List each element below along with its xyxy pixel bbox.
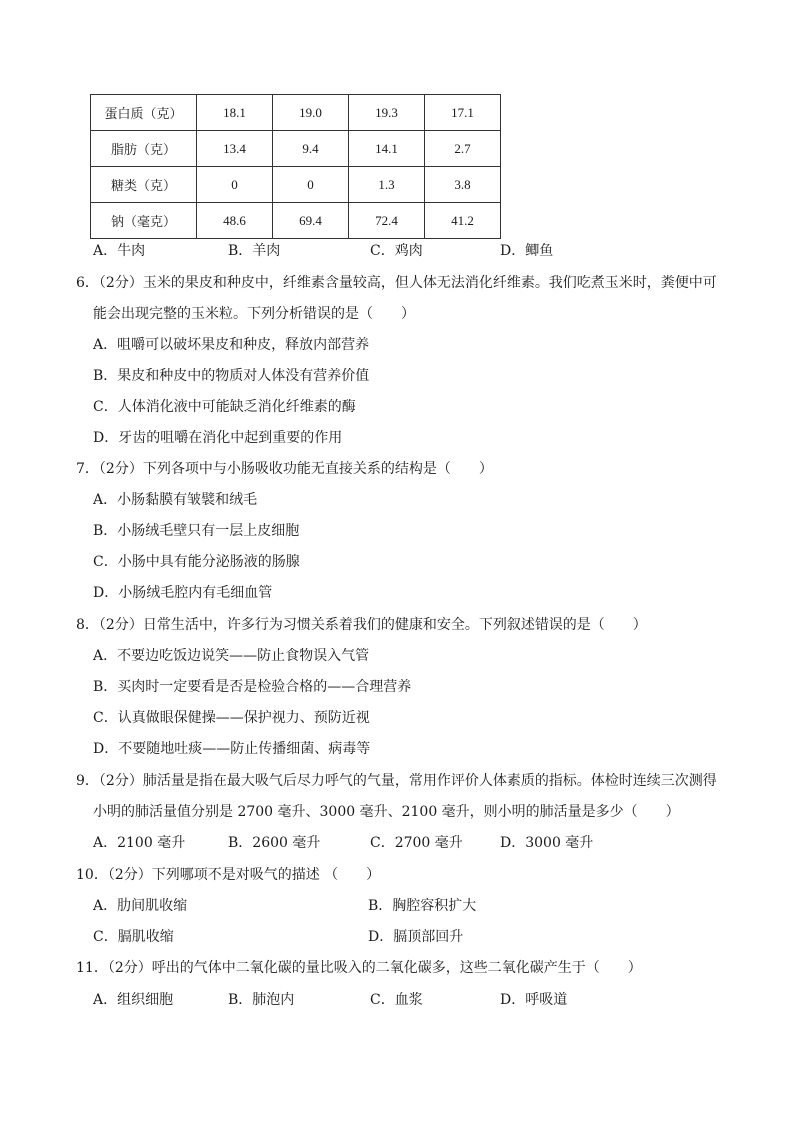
q8-option-d: D．不要随地吐痰——防止传播细菌、病毒等 bbox=[93, 741, 371, 757]
table-cell: 9.4 bbox=[273, 131, 349, 167]
table-cell: 2.7 bbox=[425, 131, 501, 167]
row-label: 蛋白质（克） bbox=[91, 95, 197, 131]
q5-option-b: B．羊肉 bbox=[228, 243, 281, 259]
q9-option-a: A．2100 毫升 bbox=[93, 835, 186, 851]
table-cell: 48.6 bbox=[197, 203, 273, 239]
table-cell: 0 bbox=[197, 167, 273, 203]
table-cell: 1.3 bbox=[349, 167, 425, 203]
q11-option-c: C．血浆 bbox=[370, 992, 423, 1008]
q10-option-b: B．胸腔容积扩大 bbox=[368, 898, 477, 914]
q5-option-d: D．鲫鱼 bbox=[500, 243, 554, 259]
q8-option-b: B．买肉时一定要看是否是检验合格的——合理营养 bbox=[93, 679, 412, 695]
table-cell: 3.8 bbox=[425, 167, 501, 203]
table-cell: 18.1 bbox=[197, 95, 273, 131]
nutrition-table bbox=[90, 94, 501, 239]
q9-stem-line1: 9．（2分）肺活量是指在最大吸气后尽力呼气的气量，常用作评价人体素质的指标。体检时连续三次测得 bbox=[76, 773, 717, 789]
q10-stem: 10．（2分）下列哪项不是对吸气的描述 （ ） bbox=[76, 867, 381, 883]
q6-option-c: C．人体消化液中可能缺乏消化纤维素的酶 bbox=[93, 399, 356, 415]
table-cell: 19.3 bbox=[349, 95, 425, 131]
q8-option-a: A．不要边吃饭边说笑——防止食物误入气管 bbox=[93, 648, 370, 664]
q9-option-c: C．2700 毫升 bbox=[370, 835, 463, 851]
q6-stem-line1: 6．（2分）玉米的果皮和种皮中，纤维素含量较高，但人体无法消化纤维素。我们吃煮玉米时，粪便中可 bbox=[76, 275, 717, 291]
table-cell: 14.1 bbox=[349, 131, 425, 167]
table-cell: 41.2 bbox=[425, 203, 501, 239]
row-label: 脂肪（克） bbox=[91, 131, 197, 167]
row-label: 糖类（克） bbox=[91, 167, 197, 203]
q7-option-c: C．小肠中具有能分泌肠液的肠腺 bbox=[93, 554, 300, 570]
q7-stem: 7．（2分）下列各项中与小肠吸收功能无直接关系的结构是（ ） bbox=[76, 461, 493, 477]
q6-option-a: A．咀嚼可以破坏果皮和种皮，释放内部营养 bbox=[93, 337, 370, 353]
q7-option-b: B．小肠绒毛壁只有一层上皮细胞 bbox=[93, 523, 300, 539]
table-cell: 13.4 bbox=[197, 131, 273, 167]
q7-option-a: A．小肠黏膜有皱襞和绒毛 bbox=[93, 492, 258, 508]
q10-option-c: C．膈肌收缩 bbox=[93, 929, 174, 945]
table-row bbox=[91, 203, 501, 239]
table-cell: 17.1 bbox=[425, 95, 501, 131]
table-cell: 69.4 bbox=[273, 203, 349, 239]
q11-stem: 11．（2分）呼出的气体中二氧化碳的量比吸入的二氧化碳多，这些二氧化碳产生于（ ） bbox=[76, 960, 642, 976]
table-cell: 19.0 bbox=[273, 95, 349, 131]
row-label: 钠（毫克） bbox=[91, 203, 197, 239]
q5-option-c: C．鸡肉 bbox=[370, 243, 423, 259]
q5-option-a: A．牛肉 bbox=[93, 243, 146, 259]
table-row bbox=[91, 131, 501, 167]
table-row bbox=[91, 167, 501, 203]
q6-option-d: D．牙齿的咀嚼在消化中起到重要的作用 bbox=[93, 430, 343, 446]
q10-option-d: D．膈顶部回升 bbox=[368, 929, 464, 945]
table-row bbox=[91, 95, 501, 131]
table-cell: 0 bbox=[273, 167, 349, 203]
q8-stem: 8．（2分）日常生活中，许多行为习惯关系着我们的健康和安全。下列叙述错误的是（ ） bbox=[76, 617, 647, 633]
q7-option-d: D．小肠绒毛腔内有毛细血管 bbox=[93, 585, 273, 601]
q6-option-b: B．果皮和种皮中的物质对人体没有营养价值 bbox=[93, 368, 370, 384]
q10-option-a: A．肋间肌收缩 bbox=[93, 898, 188, 914]
q6-stem-line2: 能会出现完整的玉米粒。下列分析错误的是（ ） bbox=[93, 306, 415, 322]
q11-option-a: A．组织细胞 bbox=[93, 992, 174, 1008]
q9-option-d: D．3000 毫升 bbox=[500, 835, 594, 851]
q11-option-b: B．肺泡内 bbox=[228, 992, 295, 1008]
q9-stem-line2: 小明的肺活量值分别是 2700 毫升、3000 毫升、2100 毫升，则小明的肺活量是多少（ ） bbox=[93, 804, 680, 820]
q8-option-c: C．认真做眼保健操——保护视力、预防近视 bbox=[93, 710, 370, 726]
table-cell: 72.4 bbox=[349, 203, 425, 239]
q9-option-b: B．2600 毫升 bbox=[228, 835, 321, 851]
q11-option-d: D．呼吸道 bbox=[500, 992, 568, 1008]
